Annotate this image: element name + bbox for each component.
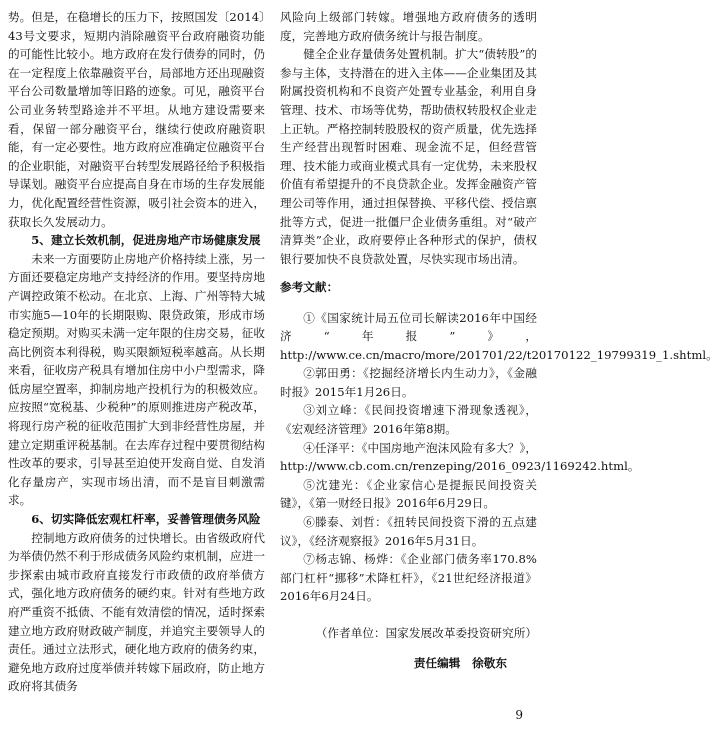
reference-item: ④任泽平：《中国房地产泡沫风险有多大？》，http://www.cb.com.cn/renzeping/2016_0923/1169242.html。 [280, 440, 640, 474]
reference-item: ③刘立峰：《民间投资增速下滑现象透视》，《宏观经济管理》2016年第8期。 [280, 403, 537, 437]
references-title: 参考文献： [280, 280, 339, 295]
page-number: 9 [515, 708, 523, 722]
reference-item: ①《国家统计局五位司长解读2016年中国经济“年报”》，http://www.ce.cn/macro/more/201701/22/t20170122_19799319_1.shtml。 [280, 310, 718, 362]
reference-item: ⑦杨志锦、杨烨：《企业部门债务率170.8% 部门杠杆“挪移”术降杠杆》，《21世纪经济报道》2016年6月24日。 [280, 552, 537, 604]
paragraph: 势。但是，在稳增长的压力下，按照国发〔2014〕43号文要求，短期内消除融资平台政府融资功能的可能性比较小。地方政府在发行债券的同时，仍在一定程度上依靠融资平台，局部地方还出现融资平台公司数量增加等旧路的迹象。可见，融资平台公司业务转型路途并不平坦。从地方建设需要来看，保留一部分融资平台，继续行使政府融资职能，有一定必要性。地方政府应准确定位融资平台的企业职能，对融资平台转型发展路径给予积极指导谋划。融资平台应提高自身在市场的生存发展能力，优化配置经营性资源，吸引社会资本的进入，获取长久发展动力。 [8, 10, 265, 229]
right-column [280, 8, 718, 684]
reference-item: ⑤沈建光：《企业家信心是提振民间投资关键》，《第一财经日报》2016年6月29日。 [280, 477, 537, 511]
reference-item: ②郭田勇：《挖掘经济增长内生动力》，《金融时报》2015年1月26日。 [280, 366, 537, 399]
left-column [8, 8, 265, 696]
reference-item: ⑥滕泰、刘哲：《扭转民间投资下滑的五点建议》，《经济观察报》2016年5月31日。 [280, 515, 537, 548]
paragraph: 健全企业存量债务处置机制。扩大“债转股”的参与主体，支持潜在的进入主体——企业集团及其附属投资机构和不良资产处置专业基金，利用自身管理、技术、市场等优势，帮助债权转股权企业走上正轨。严格控制转股股权的资产质量，优先选择生产经营出现暂时困难、现金流不足，但经营管理、技术能力或商业模式具有一定优势，未来股权价值有希望提升的不良贷款企业。发挥金融资产管理公司等作用，通过担保替换、平移代偿、授信禀批等方式，促进一批僵尸企业债务重组。对“破产清算类”企业，政府要停止各种形式的保护，债权银行要加快不良贷款处置，尽快实现市场出清。 [280, 47, 537, 266]
responsible-editor: 责任编辑 徐敬东 [413, 656, 507, 671]
paragraph: 风险向上级部门转嫁。增强地方政府债务的透明度，完善地方政府债务统计与报告制度。 [280, 10, 537, 43]
section-heading: 5、建立长效机制，促进房地产市场健康发展 [31, 233, 261, 248]
section-heading: 6、切实降低宏观杠杆率，妥善管理债务风险 [31, 512, 261, 527]
paragraph: 未来一方面要防止房地产价格持续上涨，另一方面还要稳定房地产支持经济的作用。要坚持房地产调控政策不松动。在北京、上海、广州等特大城市实施5—10年的长期限购、限贷政策，形成市场稳定预期。对购买未满一定年限的住房交易，征收高比例资本利得税，购买限额短税率越高。从长期来看，征收房产税具有增加住房中小户型需求，降低房屋空置率，抑制房地产投机行为的积极效应。应按照“宽税基、少税种”的原则推进房产税改革，将现行房产税的征收范围扩大到非经营性房屋，并建立定期重评税基制。在去库存过程中要贯彻结构性改革的要求，引导甚至迫使开发商自觉、自发消化存量房产，实现市场出清，而不是盲目刺激需求。 [8, 251, 265, 508]
paragraph: 控制地方政府债务的过快增长。由省级政府代为举债仍然不利于形成债务风险约束机制，应进一步探索由城市政府直接发行市政债的政府举债方式，强化地方政府债务的硬约束。针对有些地方政府严重资不抵债、不能有效清偿的情况，适时探索建立地方政府财政破产制度，并追究主要领导人的责任。通过立法形式，硬化地方政府的债务约束，避免地方政府过度举债并转嫁下届政府，防止地方政府将其债务 [8, 530, 265, 694]
author-affiliation: （作者单位：国家发展改革委投资研究所） [315, 626, 537, 640]
